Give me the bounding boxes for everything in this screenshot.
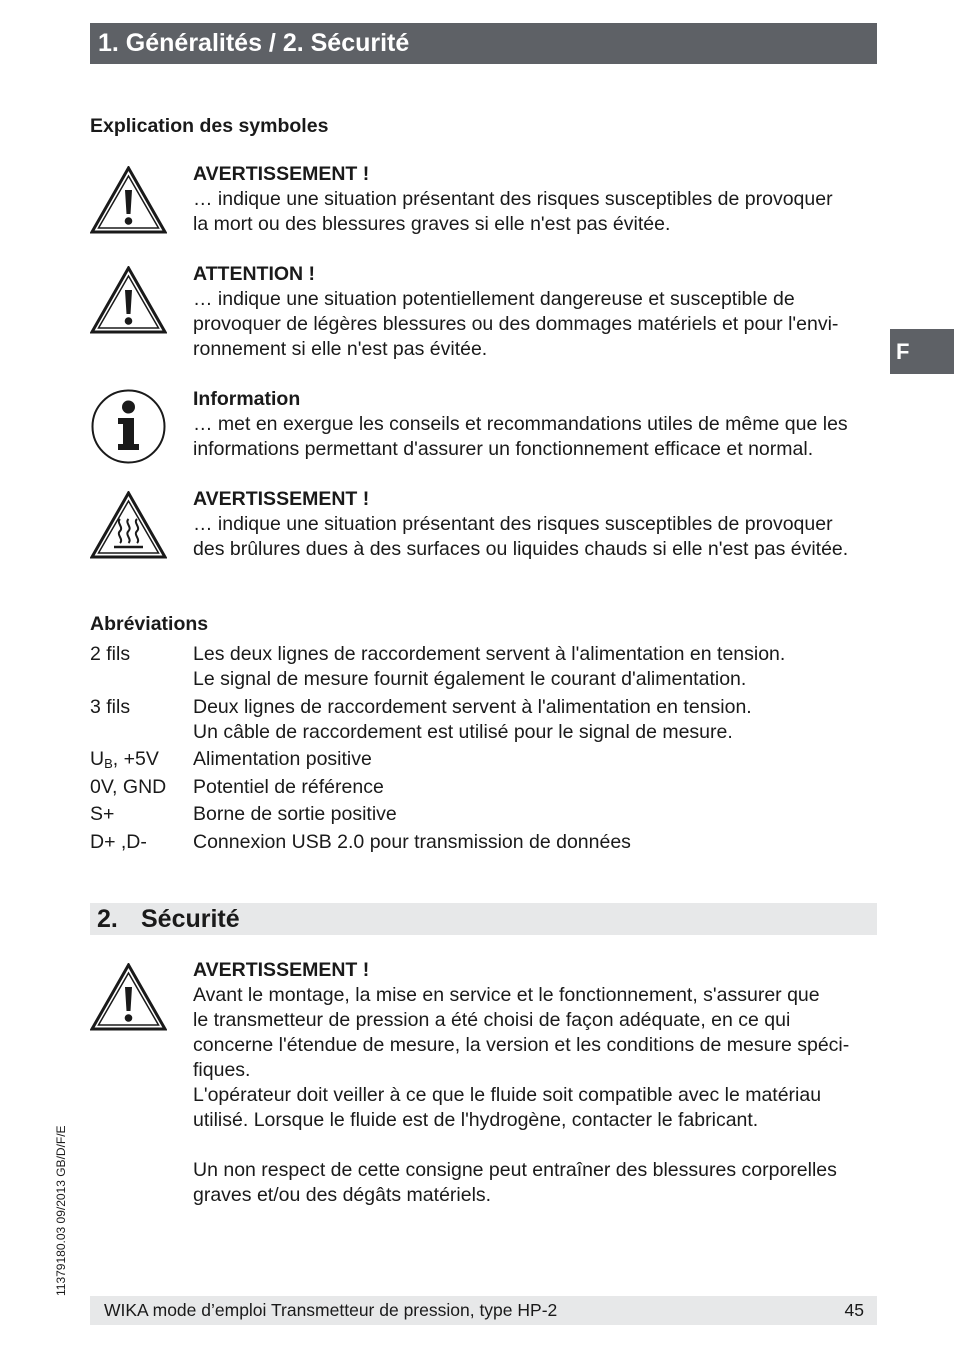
section-heading-security (90, 903, 877, 935)
warning-line: le transmetteur de pression a été choisi de façon adéquate, en ce qui (193, 1009, 791, 1031)
symbol-title: ATTENTION ! (193, 263, 316, 285)
symbol-text-line: provoquer de légères blessures ou des dommages matériels et pour l'envi- (193, 313, 839, 335)
definition-line: Potentiel de référence (193, 776, 384, 798)
definition-line: Les deux lignes de raccordement servent à l'alimentation en tension. (193, 643, 786, 665)
definition-line: Le signal de mesure fournit également le courant d'alimentation. (193, 668, 747, 690)
symbol-text-line: … indique une situation présentant des risques susceptibles de provoquer (193, 188, 833, 210)
symbol-title: AVERTISSEMENT ! (193, 163, 370, 185)
warning-triangle-icon (90, 266, 167, 334)
warning-line: fiques. (193, 1059, 251, 1081)
warning-line: L'opérateur doit veiller à ce que le fluide soit compatible avec le matériau (193, 1084, 822, 1106)
abbreviation-term: D+ ,D- (90, 831, 147, 853)
warning-line: concerne l'étendue de mesure, la version et les conditions de mesure spéci- (193, 1034, 850, 1056)
security-warning (193, 958, 883, 1208)
abbreviation-definition (193, 642, 883, 692)
abbreviation-term (90, 747, 190, 772)
definition-line: Borne de sortie positive (193, 803, 397, 825)
abbreviation-definition (193, 775, 883, 800)
hot-surface-warning-icon (90, 491, 167, 559)
symbol-text-line: ronnement si elle n'est pas évitée. (193, 338, 488, 360)
warning-title: AVERTISSEMENT ! (193, 959, 370, 981)
page-number: 45 (844, 1300, 864, 1320)
warning-line: graves et/ou des dégâts matériels. (193, 1184, 492, 1206)
symbol-text-line: des brûlures dues à des surfaces ou liquides chauds si elle n'est pas évitée. (193, 538, 849, 560)
abbreviation-definition (193, 802, 883, 827)
abbreviation-term: 3 fils (90, 696, 131, 718)
symbol-text-line: … indique une situation présentant des risques susceptibles de provoquer (193, 513, 833, 535)
symbol-attention-description (193, 262, 883, 362)
symbol-text-line: informations permettant d'assurer un fonctionnement efficace et normal. (193, 438, 814, 460)
language-tab: F (890, 329, 954, 374)
symbol-title: AVERTISSEMENT ! (193, 488, 370, 510)
symbol-text-line: la mort ou des blessures graves si elle n'est pas évitée. (193, 213, 671, 235)
abbreviation-definition (193, 830, 883, 855)
abbreviation-definition (193, 695, 883, 745)
footer (90, 1296, 877, 1325)
symbol-hot-surface-description (193, 487, 883, 562)
symbol-warning-description (193, 162, 883, 237)
page-title: 1. Généralités / 2. Sécurité (90, 23, 877, 64)
abbreviation-term: 0V, GND (90, 776, 167, 798)
term-subscript: B (104, 756, 113, 771)
footer-title: WIKA mode d’emploi Transmetteur de pression, type HP-2 (104, 1300, 558, 1320)
warning-triangle-icon (90, 963, 167, 1031)
definition-line: Deux lignes de raccordement servent à l'alimentation en tension. (193, 696, 752, 718)
abbreviation-definition (193, 747, 883, 772)
warning-line: Avant le montage, la mise en service et le fonctionnement, s'assurer que (193, 984, 820, 1006)
term-main: U (90, 748, 105, 770)
abbreviations-heading: Abréviations (90, 613, 209, 635)
document-code: 11379180.03 09/2013 GB/D/F/E (54, 1125, 68, 1296)
section-number: 2. (97, 905, 118, 933)
warning-line: utilisé. Lorsque le fluide est de l'hydrogène, contacter le fabricant. (193, 1109, 759, 1131)
term-rest: , +5V (112, 748, 159, 770)
symbols-heading: Explication des symboles (90, 115, 329, 137)
symbol-text-line: … indique une situation potentiellement dangereuse et susceptible de (193, 288, 795, 310)
paragraph-gap (193, 1133, 883, 1158)
definition-line: Connexion USB 2.0 pour transmission de données (193, 831, 631, 853)
warning-triangle-icon (90, 166, 167, 234)
definition-line: Un câble de raccordement est utilisé pour le signal de mesure. (193, 721, 733, 743)
symbol-information-description (193, 387, 883, 462)
abbreviation-term: S+ (90, 803, 115, 825)
info-circle-icon (90, 388, 167, 465)
warning-line: Un non respect de cette consigne peut entraîner des blessures corporelles (193, 1159, 837, 1181)
section-title: Sécurité (141, 905, 240, 933)
symbol-title: Information (193, 388, 301, 410)
abbreviation-term: 2 fils (90, 643, 131, 665)
symbol-text-line: … met en exergue les conseils et recommandations utiles de même que les (193, 413, 848, 435)
definition-line: Alimentation positive (193, 748, 372, 770)
